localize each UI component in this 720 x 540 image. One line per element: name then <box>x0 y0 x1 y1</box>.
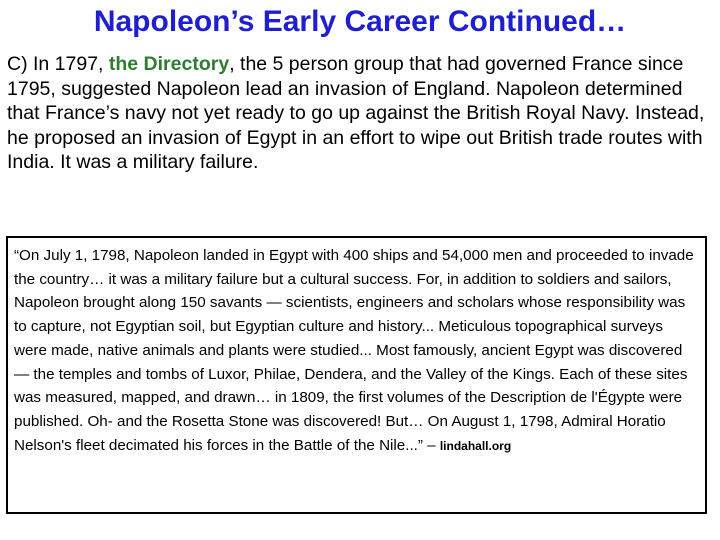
directory-highlight: the Directory <box>108 53 230 75</box>
slide-title: Napoleon’s Early Career Continued… <box>93 5 627 38</box>
paragraph-rest: , the 5 person group that had governed France since 1795, suggested Napoleon lead an invasion of England. Napoleon determined that France’s navy not yet ready to go up against the British Royal Navy. Instead, he proposed an invasion of Egypt in an effort to wipe out British trade routes with India. It was a military failure. <box>7 53 705 173</box>
body-paragraph <box>7 52 715 175</box>
quote-source: lindahall.org <box>439 438 512 453</box>
quote-text <box>14 244 699 458</box>
quote-box <box>6 236 707 514</box>
paragraph-lead: C) In 1797, <box>7 53 109 75</box>
quote-body: “On July 1, 1798, Napoleon landed in Egypt with 400 ships and 54,000 men and proceeded to invade the country… it was a military failure but a cultural success. For, in addition to soldiers and sailors, Napoleon brought along 150 savants — scientists, engineers and scholars whose responsibility was to capture, not Egyptian soil, but Egyptian culture and history... Meticulous topographical surveys were made, native animals and plants were studied... Most famously, ancient Egypt was discovered — the temples and tombs of Luxor, Philae, Dendera, and the Valley of the Kings. Each of these sites was measured, mapped, and drawn… in 1809, the first volumes of the Description de l'Égypte were published. Oh- and the Rosetta Stone was discovered! But… On August 1, 1798, Admiral Horatio Nelson's fleet decimated his forces in the Battle of the Nile...” – <box>14 247 694 454</box>
